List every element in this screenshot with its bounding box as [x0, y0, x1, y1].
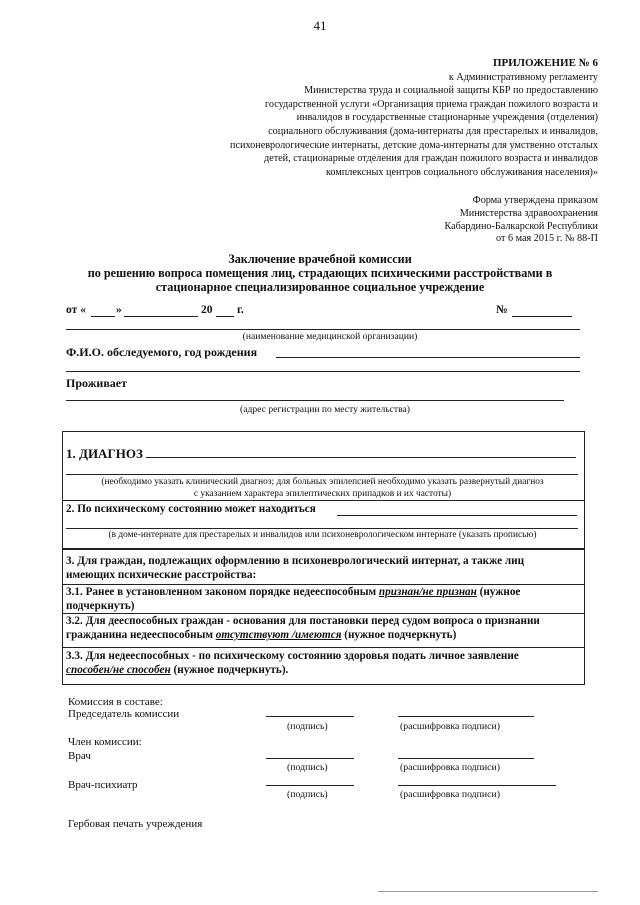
diagnosis-label: 1. ДИАГНОЗ	[66, 446, 143, 461]
form-approval-line: Кабардино-Балкарской Республики	[444, 220, 598, 232]
appendix-line: государственной услуги «Организация приема граждан пожилого возраста и	[264, 98, 598, 110]
appendix-line: инвалидов в государственные стационарные учреждения (отделения)	[296, 112, 598, 124]
lives-label: Проживает	[66, 376, 128, 390]
doctor-signature-caption: (подпись)	[287, 762, 328, 773]
placement-note: (в доме-интернате для престарелых и инвалидов или психоневрологическом интернате (указать прописью)	[108, 530, 537, 540]
doctor-signature-field[interactable]	[266, 758, 354, 759]
date-mid: »	[116, 304, 122, 316]
date-prefix: от «	[66, 304, 86, 316]
section-3-heading-line: 3. Для граждан, подлежащих оформлению в психоневрологический интернат, а также лиц	[66, 555, 525, 567]
title-line: Заключение врачебной комиссии	[228, 252, 412, 266]
commission-heading: Комиссия в составе:	[68, 696, 163, 708]
psychiatrist-signature-field[interactable]	[266, 785, 354, 786]
page-number: 41	[313, 18, 327, 33]
form-approval	[298, 195, 598, 246]
grounds-option[interactable]: отсутствуют /имеются	[215, 629, 342, 641]
date-year-field[interactable]	[216, 316, 234, 317]
chair-decoding-field[interactable]	[398, 716, 534, 717]
psychiatrist-decoding-field[interactable]	[398, 785, 556, 786]
number-field[interactable]	[512, 316, 572, 317]
number-label: №	[496, 304, 508, 316]
placement-field[interactable]	[337, 515, 577, 516]
section-3-1	[62, 585, 587, 613]
recognized-option[interactable]: признан/не признан	[378, 586, 477, 598]
document-title	[40, 252, 600, 295]
placement-field-continued[interactable]	[66, 528, 578, 529]
appendix-heading: ПРИЛОЖЕНИЕ № 6	[492, 57, 598, 69]
fio-field[interactable]	[276, 357, 580, 358]
seal-label: Гербовая печать учреждения	[68, 818, 203, 830]
form-approval-line: Министерства здравоохранения	[459, 207, 598, 219]
chair-signature-caption: (подпись)	[287, 721, 328, 732]
section-3-2	[62, 614, 587, 642]
title-line: по решению вопроса помещения лиц, страдающих психическими расстройствами в	[87, 266, 553, 281]
title-line: стационарное специализированное социальное учреждение	[155, 280, 485, 295]
diagnosis-note	[64, 477, 581, 500]
section-divider	[62, 647, 584, 648]
diagnosis-note-line: (необходимо указать клинический диагноз; для больных эпилепсией необходимо указать развернутый диагноз	[101, 477, 544, 487]
doctor-decoding-caption: (расшифровка подписи)	[400, 762, 501, 773]
organization-caption: (наименование медицинской организации)	[242, 331, 418, 342]
section-3-1-note-end: подчеркнуть)	[66, 600, 135, 612]
diagnosis-note-line: с указанием характера эпилептических припадков и их частоты)	[193, 488, 452, 499]
member-label: Член комиссии:	[68, 736, 142, 748]
address-caption: (адрес регистрации по месту жительства)	[240, 404, 410, 415]
section-3-2-text: 3.2. Для дееспособных граждан - основания для постановки перед судом вопроса о признании	[66, 615, 540, 627]
capability-option[interactable]: способен/не способен	[66, 664, 171, 676]
section-3-1-text: 3.1. Ранее в установленном законом порядке недееспособным	[66, 586, 379, 598]
doctor-label: Врач	[68, 750, 91, 762]
date-year: 20	[201, 304, 213, 316]
appendix-line: комплексных центров социального обслуживания населения)»	[326, 166, 598, 178]
diagnosis-field-continued[interactable]	[66, 474, 578, 475]
date-month-field[interactable]	[124, 316, 198, 317]
section-3-3-note: (нужное подчеркнуть).	[170, 664, 289, 676]
section-3-heading	[62, 554, 587, 582]
psychiatrist-signature-caption: (подпись)	[287, 789, 328, 800]
appendix-block	[78, 57, 598, 179]
psychiatrist-decoding-caption: (расшифровка подписи)	[400, 789, 501, 800]
chair-label: Председатель комиссии	[68, 708, 180, 720]
chair-signature-field[interactable]	[266, 716, 354, 717]
section-3-1-note: (нужное	[476, 586, 521, 598]
section-3-2-note: (нужное подчеркнуть)	[341, 629, 457, 641]
appendix-line: детей, стационарные отделения для граждан пожилого возраста и инвалидов	[263, 153, 598, 165]
section-3-heading-line: имеющих психические расстройства:	[66, 569, 257, 581]
doctor-decoding-field[interactable]	[398, 758, 534, 759]
section-3-2-text-2: гражданина недееспособным	[66, 629, 216, 641]
section-3-3-text: 3.3. Для недееспособных - по психическому состоянию здоровья подать личное заявление	[66, 650, 519, 662]
address-field[interactable]	[66, 400, 564, 401]
date-suffix: г.	[237, 304, 244, 316]
placement-label: 2. По психическому состоянию может находиться	[66, 503, 316, 515]
appendix-line: к Административному регламенту	[448, 71, 598, 83]
chair-decoding-caption: (расшифровка подписи)	[400, 721, 501, 732]
psychiatrist-label: Врач-психиатр	[68, 779, 138, 791]
scan-artifact	[378, 891, 598, 892]
diagnosis-field[interactable]	[146, 457, 576, 458]
form-approval-line: Форма утверждена приказом	[472, 195, 598, 206]
organization-field[interactable]	[66, 329, 580, 330]
appendix-line: социального обслуживания (дома-интернаты для престарелых и инвалидов,	[268, 125, 598, 137]
fio-label: Ф.И.О. обследуемого, год рождения	[66, 345, 258, 359]
fio-field-continued[interactable]	[66, 371, 580, 372]
form-approval-line: от 6 мая 2015 г. № 88-П	[496, 233, 598, 245]
date-day-field[interactable]	[91, 316, 115, 317]
section-3-3	[62, 649, 587, 677]
appendix-line: психоневрологические интернаты, детские дома-интернаты для умственно отсталых	[230, 139, 598, 151]
appendix-line: Министерства труда и социальной защиты КБР по предоставлению	[304, 85, 598, 97]
